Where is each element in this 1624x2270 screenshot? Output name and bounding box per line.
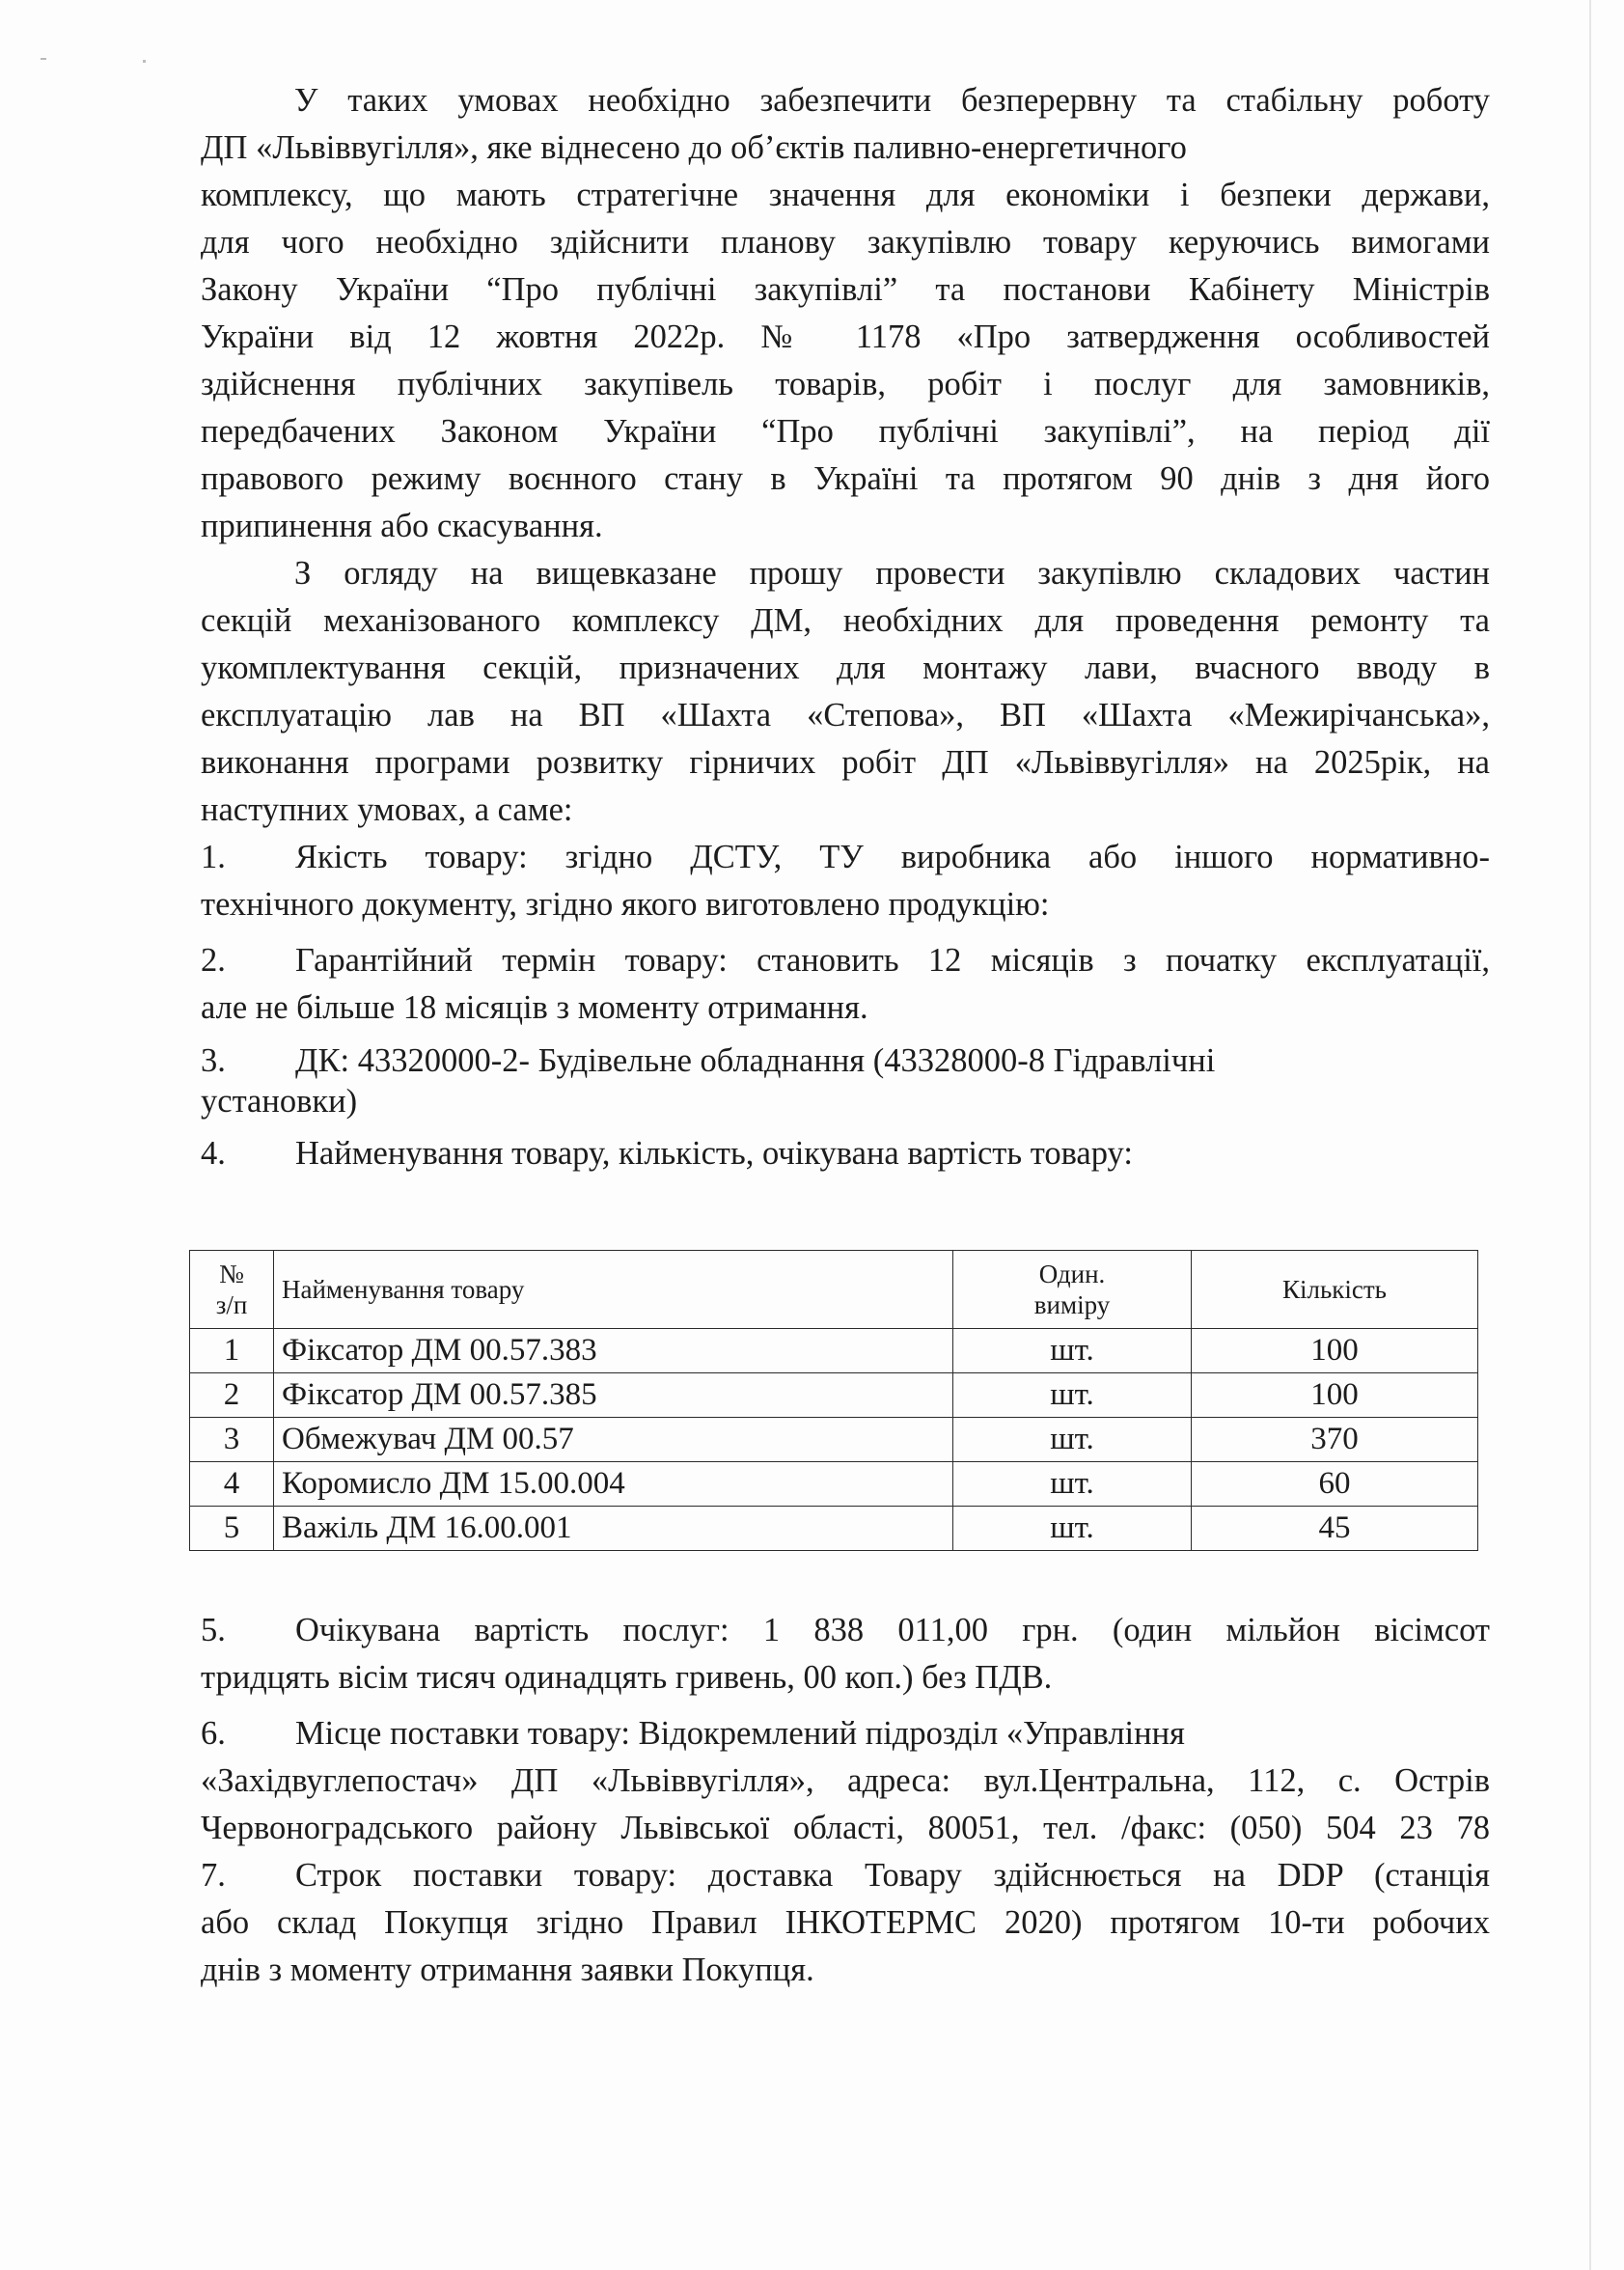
text-line: припинення або скасування. (201, 508, 603, 544)
item-text: ДК: 43320000-2- Будівельне обладнання (43328000-8 Гідравлічні (295, 1042, 1216, 1079)
text-line: Червоноградського району Львівської області, 80051, тел. /факс: (050) 504 23 78 (201, 1810, 1490, 1846)
table-row (190, 1418, 1478, 1462)
row-unit: шт. (953, 1373, 1192, 1418)
text-line: технічного документу, згідно якого виготовлено продукцію: (201, 886, 1050, 923)
row-number: 1 (190, 1329, 274, 1373)
text-line (201, 1040, 1490, 1081)
row-quantity: 100 (1192, 1373, 1478, 1418)
list-item-2 (201, 937, 1490, 1032)
table-row (190, 1462, 1478, 1507)
text-line: для чого необхідно здійснити планову закупівлю товару керуючись вимогами (201, 224, 1490, 261)
table-header-row (190, 1251, 1478, 1329)
goods-table (189, 1250, 1478, 1551)
header-unit: Один. виміру (953, 1251, 1192, 1329)
text-line (201, 1130, 1490, 1177)
text-line: У таких умовах необхідно забезпечити безперервну та стабільну роботу (294, 82, 1490, 119)
text-line: або склад Покупця згідно Правил ІНКОТЕРМС 2020) протягом 10-ти робочих (201, 1904, 1490, 1941)
row-name: Коромисло ДМ 15.00.004 (274, 1462, 953, 1507)
item-text: Якість товару: згідно ДСТУ, ТУ виробника або іншого нормативно- (295, 839, 1490, 875)
row-quantity: 45 (1192, 1507, 1478, 1551)
text-line: тридцять вісім тисяч одинадцять гривень, 00 коп.) без ПДВ. (201, 1659, 1053, 1696)
row-number: 3 (190, 1418, 274, 1462)
row-number: 2 (190, 1373, 274, 1418)
scan-speck (143, 60, 146, 63)
item-text: Гарантійний термін товару: становить 12 місяців з початку експлуатації, (295, 942, 1490, 979)
row-quantity: 370 (1192, 1418, 1478, 1462)
item-number: 6. (201, 1715, 226, 1752)
text-line: Закону України “Про публічні закупівлі” та постанови Кабінету Міністрів (201, 271, 1490, 308)
item-text: Строк поставки товару: доставка Товару здійснюється на DDP (станція (295, 1857, 1490, 1894)
text-line: укомплектування секцій, призначених для монтажу лави, вчасного вводу в (201, 650, 1490, 686)
text-line: секцій механізованого комплексу ДМ, необхідних для проведення ремонту та (201, 602, 1490, 639)
item-text: Очікувана вартість послуг: 1 838 011,00 грн. (один мільйон вісімсот (295, 1612, 1490, 1648)
list-item-5 (201, 1607, 1490, 1702)
row-unit: шт. (953, 1507, 1192, 1551)
row-number: 5 (190, 1507, 274, 1551)
document-body (201, 77, 1490, 1177)
scan-edge (1589, 0, 1591, 2270)
row-name: Обмежувач ДМ 00.57 (274, 1418, 953, 1462)
paragraph-2 (201, 550, 1490, 834)
table-row (190, 1373, 1478, 1418)
text-line (201, 1607, 1490, 1654)
text-line: виконання програми розвитку гірничих робіт ДП «Львіввугілля» на 2025рік, на (201, 744, 1490, 781)
text-line: установки) (201, 1083, 358, 1120)
scan-speck (41, 58, 46, 60)
row-unit: шт. (953, 1462, 1192, 1507)
table-row (190, 1329, 1478, 1373)
list-item-3 (201, 1040, 1490, 1121)
list-item-6 (201, 1710, 1490, 1852)
row-name: Важіль ДМ 16.00.001 (274, 1507, 953, 1551)
text-line (201, 1710, 1490, 1758)
text-line (201, 834, 1490, 881)
item-number: 2. (201, 942, 226, 979)
text-line: «Західвуглепостач» ДП «Львіввугілля», адреса: вул.Центральна, 112, с. Острів (201, 1762, 1490, 1799)
text-line: наступних умовах, а саме: (201, 791, 573, 828)
text-line: З огляду на вищевказане прошу провести закупівлю складових частин (294, 555, 1490, 592)
item-text: Найменування товару, кількість, очікувана вартість товару: (295, 1135, 1133, 1172)
text-line: комплексу, що мають стратегічне значення для економіки і безпеки держави, (201, 177, 1490, 213)
text-line: але не більше 18 місяців з моменту отримання. (201, 989, 868, 1026)
text-line: експлуатацію лав на ВП «Шахта «Степова», ВП «Шахта «Межирічанська», (201, 697, 1490, 734)
paragraph-1 (201, 77, 1490, 550)
item-text: Місце поставки товару: Відокремлений підрозділ «Управління (295, 1715, 1185, 1752)
list-item-1 (201, 834, 1490, 928)
text-line (201, 1852, 1490, 1899)
item-number: 1. (201, 839, 226, 875)
row-name: Фіксатор ДМ 00.57.383 (274, 1329, 953, 1373)
list-item-4 (201, 1130, 1490, 1177)
text-line (201, 937, 1490, 984)
row-name: Фіксатор ДМ 00.57.385 (274, 1373, 953, 1418)
row-unit: шт. (953, 1418, 1192, 1462)
list-item-7 (201, 1852, 1490, 1994)
item-number: 5. (201, 1612, 226, 1648)
item-number: 4. (201, 1135, 226, 1172)
row-quantity: 60 (1192, 1462, 1478, 1507)
header-number: № з/п (190, 1251, 274, 1329)
row-number: 4 (190, 1462, 274, 1507)
table-row (190, 1507, 1478, 1551)
header-name: Найменування товару (274, 1251, 953, 1329)
text-line: днів з моменту отримання заявки Покупця. (201, 1952, 814, 1988)
text-line: правового режиму воєнного стану в Україні та протягом 90 днів з дня його (201, 460, 1490, 497)
row-quantity: 100 (1192, 1329, 1478, 1373)
text-line: ДП «Львіввугілля», яке віднесено до об’єктів паливно-енергетичного (201, 129, 1187, 166)
header-quantity: Кількість (1192, 1251, 1478, 1329)
text-line: передбачених Законом України “Про публічні закупівлі”, на період дії (201, 413, 1490, 450)
item-number: 7. (201, 1857, 226, 1894)
item-number: 3. (201, 1042, 226, 1079)
text-line: здійснення публічних закупівель товарів, робіт і послуг для замовників, (201, 366, 1490, 402)
row-unit: шт. (953, 1329, 1192, 1373)
document-body-continued (201, 1607, 1490, 1994)
text-line: України від 12 жовтня 2022р. № 1178 «Про затвердження особливостей (201, 318, 1490, 355)
